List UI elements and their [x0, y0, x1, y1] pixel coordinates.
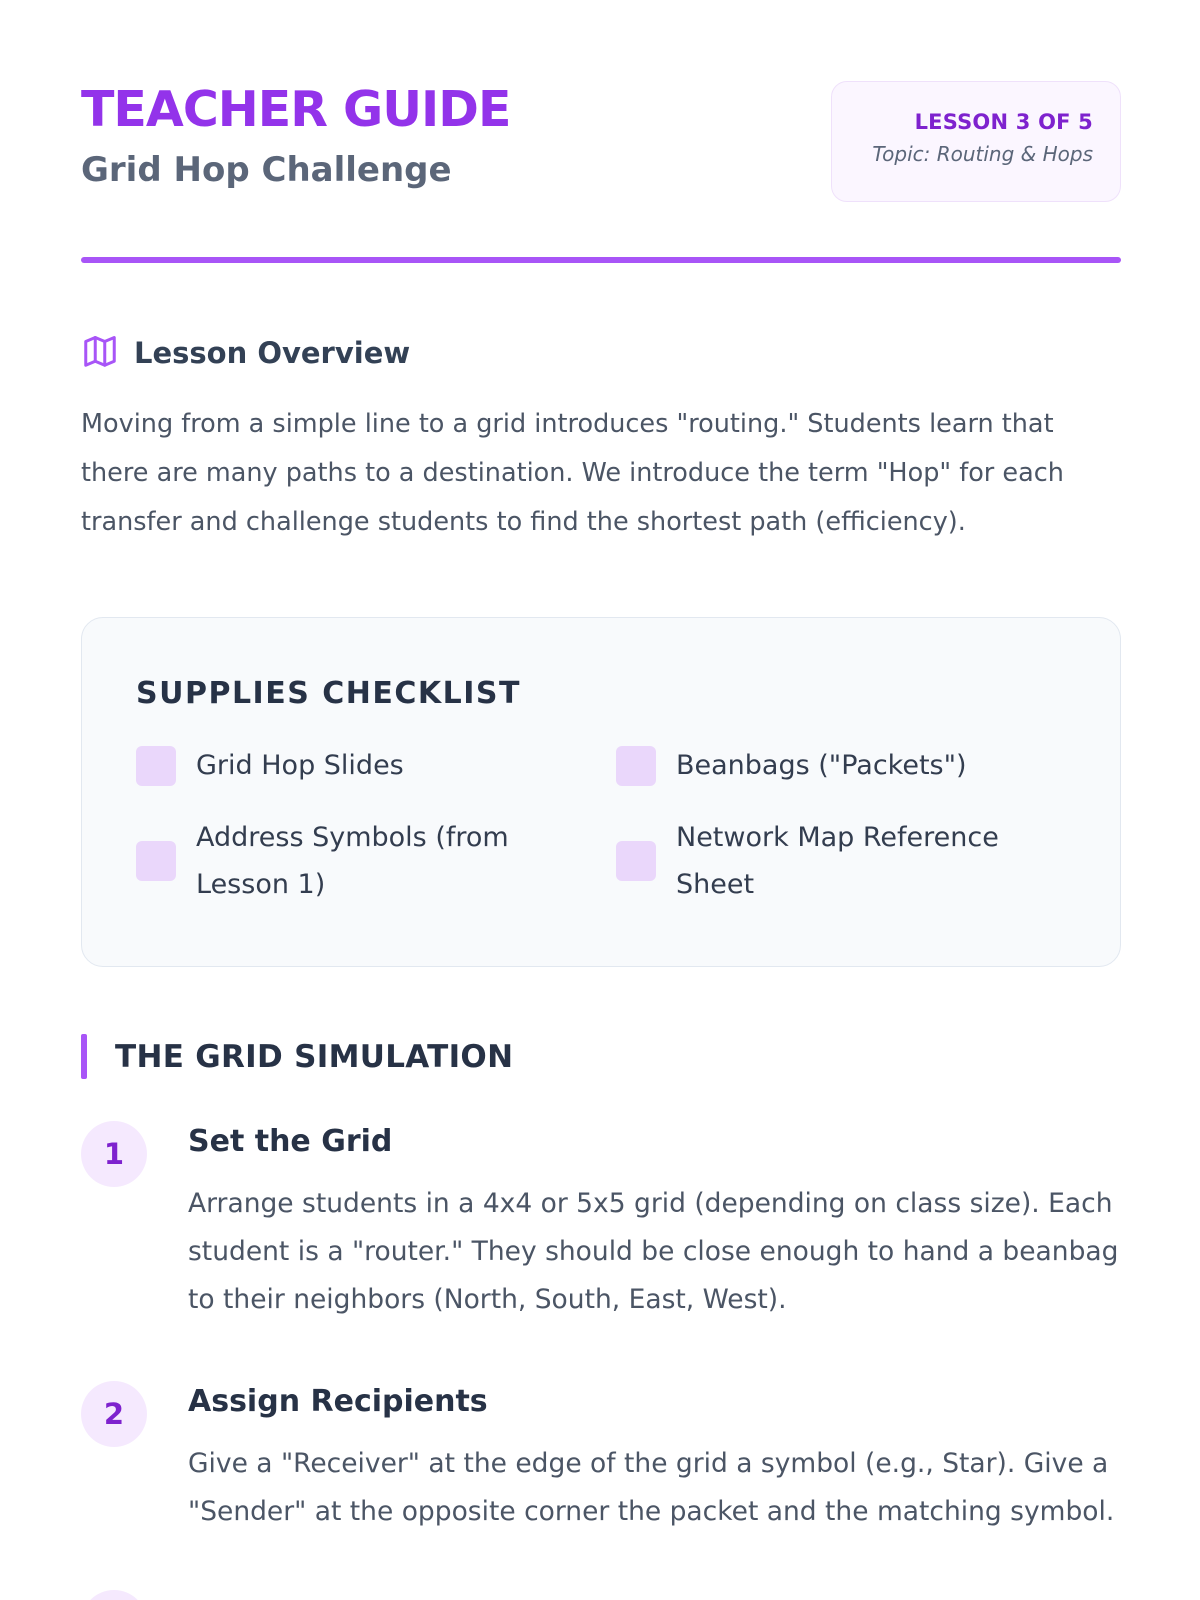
step-number-badge: 1 [81, 1121, 147, 1187]
simulation-heading [81, 1034, 513, 1079]
lesson-topic: Topic: Routing & Hops [872, 142, 1093, 166]
supply-item[interactable] [136, 742, 566, 789]
checkbox[interactable] [616, 746, 656, 786]
supply-item[interactable] [616, 814, 1036, 908]
step-number-badge [81, 1590, 147, 1600]
step-text: Arrange students in a 4x4 or 5x5 grid (depending on class size). Each student is a "router." They should be close enough to hand a beanbag to their neighbors (North, South, East, West). [188, 1188, 1119, 1315]
step-title: Assign Recipients [188, 1384, 488, 1419]
overview-title: Lesson Overview [134, 336, 411, 370]
supply-label: Network Map Reference Sheet [676, 822, 999, 900]
supply-label: Beanbags ("Packets") [676, 750, 967, 781]
overview-heading [81, 333, 410, 373]
page-subtitle: Grid Hop Challenge [81, 150, 452, 190]
supplies-checklist [81, 617, 1121, 967]
step-text: Give a "Receiver" at the edge of the grid a symbol (e.g., Star). Give a "Sender" at the opposite corner the packet and the matching symbol. [188, 1448, 1115, 1527]
overview-text: Moving from a simple line to a grid introduces "routing." Students learn that there are many paths to a destination. We introduce the term "Hop" for each transfer and challenge students to find the shortest path (efficiency). [81, 409, 1064, 537]
guide-header [81, 80, 1121, 265]
step-title: Set the Grid [188, 1124, 393, 1159]
lesson-number: LESSON 3 OF 5 [914, 110, 1093, 134]
supply-label: Address Symbols (from Lesson 1) [196, 822, 509, 900]
supply-item[interactable] [616, 742, 1046, 789]
checkbox[interactable] [136, 746, 176, 786]
checkbox[interactable] [616, 841, 656, 881]
lesson-badge [831, 81, 1121, 202]
heading-accent-bar [81, 1034, 87, 1079]
step-number-badge: 2 [81, 1381, 147, 1447]
supplies-title: SUPPLIES CHECKLIST [136, 676, 521, 711]
supply-label: Grid Hop Slides [196, 750, 404, 781]
supply-item[interactable] [136, 814, 556, 908]
simulation-title: THE GRID SIMULATION [115, 1038, 514, 1075]
header-divider [81, 257, 1121, 263]
map-icon [81, 332, 119, 374]
checkbox[interactable] [136, 841, 176, 881]
page-title: TEACHER GUIDE [81, 81, 511, 138]
